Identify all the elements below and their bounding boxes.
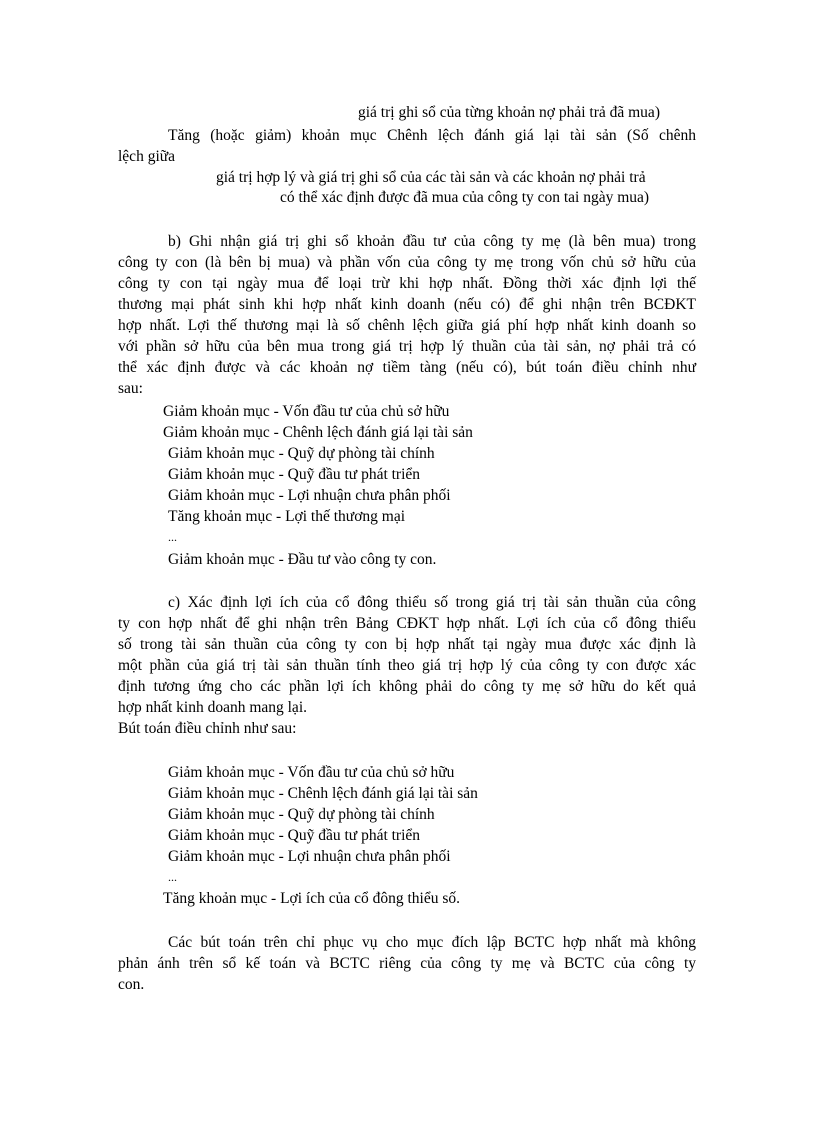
paragraph-line: số trong tài sản thuần của công ty con bị hợp nhất tại ngày mua được xác định là <box>118 636 696 653</box>
journal-entry: Giảm khoản mục - Chênh lệch đánh giá lại tài sản <box>163 424 473 441</box>
paragraph-line: một phần của giá trị tài sản thuần tính theo giá trị hợp lý của công ty con được xác <box>118 657 696 674</box>
journal-entry-ellipsis: ... <box>168 530 177 544</box>
paragraph-line: sau: <box>118 380 143 397</box>
paragraph-line: với phần sở hữu của bên mua trong giá trị hợp lý thuần của tài sản, nợ phải trả có <box>118 338 696 355</box>
journal-entry: Giảm khoản mục - Vốn đầu tư của chủ sở hữu <box>163 403 450 420</box>
paragraph-line: ty con hợp nhất để ghi nhận trên Bảng CĐKT hợp nhất. Lợi ích của cổ đông thiểu <box>118 615 696 632</box>
text-line: Tăng (hoặc giảm) khoản mục Chênh lệch đánh giá lại tài sản (Số chênh <box>168 127 696 144</box>
paragraph-line: thương mại phát sinh khi hợp nhất kinh doanh (nếu có) để ghi nhận trên BCĐKT <box>118 296 696 313</box>
journal-entry: Giảm khoản mục - Lợi nhuận chưa phân phối <box>168 487 451 504</box>
journal-entry: Tăng khoản mục - Lợi ích của cổ đông thiểu số. <box>163 890 461 907</box>
paragraph-line: Các bút toán trên chỉ phục vụ cho mục đích lập BCTC hợp nhất mà không <box>168 934 696 951</box>
paragraph-line: phản ánh trên sổ kế toán và BCTC riêng của công ty mẹ và BCTC của công ty <box>118 955 696 972</box>
text-line: giá trị ghi sổ của từng khoản nợ phải trả đã mua) <box>358 104 660 121</box>
journal-entry: Tăng khoản mục - Lợi thế thương mại <box>168 508 406 525</box>
paragraph-line: công ty con tại ngày mua để loại trừ khi hợp nhất. Đồng thời xác định lợi thế <box>118 275 696 292</box>
paragraph-line: công ty con (là bên bị mua) và phần vốn của công ty mẹ trong vốn chủ sở hữu của <box>118 254 696 271</box>
text-line: lệch giữa <box>118 148 176 165</box>
journal-entry: Giảm khoản mục - Chênh lệch đánh giá lại tài sản <box>168 785 478 802</box>
journal-entry: Giảm khoản mục - Quỹ dự phòng tài chính <box>168 806 435 823</box>
text-line: giá trị hợp lý và giá trị ghi sổ của các tài sản và các khoản nợ phải trả <box>216 169 646 186</box>
paragraph-line: hợp nhất kinh doanh mang lại. <box>118 699 307 716</box>
paragraph-line: b) Ghi nhận giá trị ghi sổ khoản đầu tư của công ty mẹ (là bên mua) trong <box>168 233 696 250</box>
text-line: có thể xác định được đã mua của công ty con tai ngày mua) <box>280 189 650 206</box>
journal-entry: Giảm khoản mục - Quỹ đầu tư phát triển <box>168 466 421 483</box>
entry-intro: Bút toán điều chỉnh như sau: <box>118 720 297 737</box>
paragraph-line: thể xác định được và các khoản nợ tiềm tàng (nếu có), bút toán điều chỉnh như <box>118 359 696 376</box>
journal-entry: Giảm khoản mục - Đầu tư vào công ty con. <box>168 551 437 568</box>
journal-entry: Giảm khoản mục - Quỹ dự phòng tài chính <box>168 445 435 462</box>
paragraph-line: c) Xác định lợi ích của cổ đông thiểu số trong giá trị tài sản thuần của công <box>168 594 696 611</box>
journal-entry-ellipsis: ... <box>168 870 177 884</box>
paragraph-line: định tương ứng cho các phần lợi ích không phải do công ty mẹ sở hữu do kết quả <box>118 678 696 695</box>
journal-entry: Giảm khoản mục - Quỹ đầu tư phát triển <box>168 827 421 844</box>
paragraph-line: hợp nhất. Lợi thế thương mại là số chênh lệch giữa giá phí hợp nhất kinh doanh so <box>118 317 696 334</box>
journal-entry: Giảm khoản mục - Lợi nhuận chưa phân phối <box>168 848 451 865</box>
paragraph-line: con. <box>118 976 145 993</box>
journal-entry: Giảm khoản mục - Vốn đầu tư của chủ sở hữu <box>168 764 455 781</box>
